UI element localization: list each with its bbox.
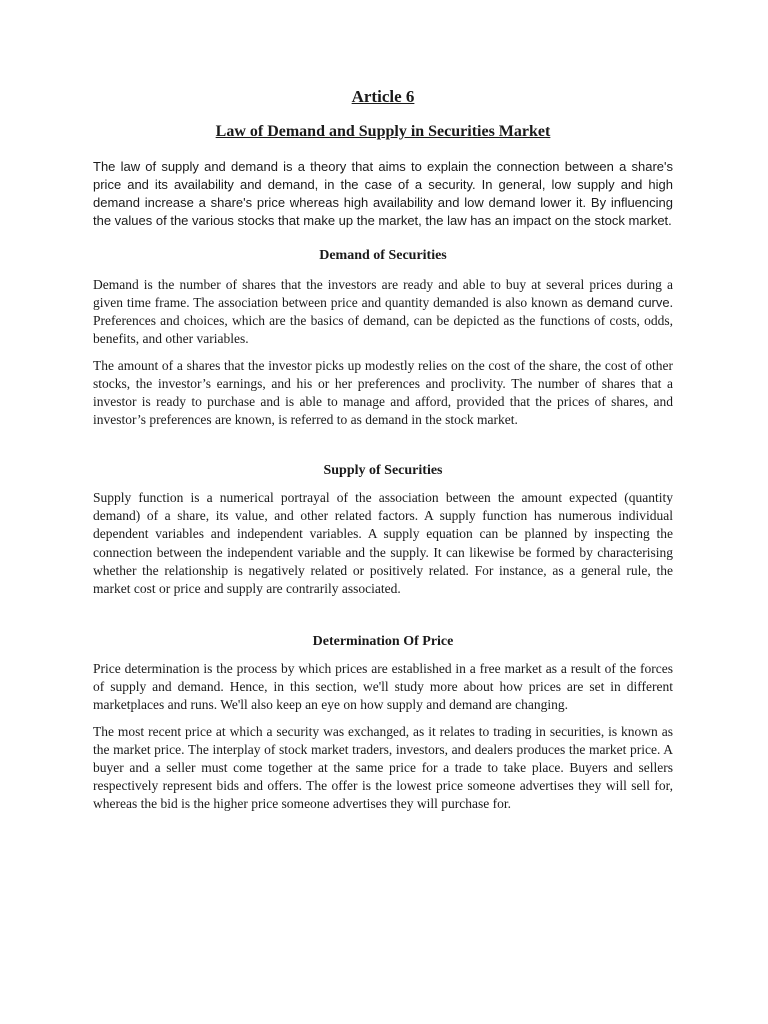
- demand-heading: Demand of Securities: [319, 248, 447, 263]
- intro-paragraph: The law of supply and demand is a theory that aims to explain the connection between a share's price and its availability and demand, in the case of a security. In general, low supply and high demand increase a share's price whereas high availability and low demand lower it. By influencing the values of the various stocks that make up the market, the law has an impact on the stock market.: [93, 159, 673, 228]
- price-paragraph-2: The most recent price at which a security was exchanged, as it relates to trading in securities, is known as the market price. The interplay of stock market traders, investors, and dealers produces the market price. A buyer and a seller must come together at the same price for a trade to take place. Buyers and sellers respectively represent bids and offers. The offer is the lowest price someone advertises they will sell for, whereas the bid is the higher price someone advertises they will purchase for.: [93, 724, 673, 812]
- demand-paragraph-2: The amount of a shares that the investor picks up modestly relies on the cost of the share, the cost of other stocks, the investor’s earnings, and his or her preferences and proclivity. The number of shares that a investor is ready to purchase and is able to manage and afford, provided that the prices of shares, and investor’s preferences are known, is referred to as demand in the stock market.: [93, 358, 673, 427]
- price-heading: Determination Of Price: [312, 634, 454, 650]
- document-page: [93, 84, 673, 813]
- price-paragraph-1: Price determination is the process by which prices are established in a free market as a result of the forces of supply and demand. Hence, in this section, we'll study more about how prices are set in different marketplaces and runs. We'll also keep an eye on how supply and demand are changing.: [93, 661, 673, 713]
- demand-paragraph-1: [93, 276, 673, 348]
- demand-paragraph-1-end: . Preferences and choices, which are the basics of demand, can be depicted as the functions of costs, odds, benefits, and other variables.: [93, 295, 673, 346]
- article-label: Article 6: [351, 87, 415, 106]
- supply-paragraph-1: Supply function is a numerical portrayal of the association between the amount expected (quantity demand) of a share, its value, and other related factors. A supply function has numerous individual dependent variables and independent variables. A supply equation can be planned by inspecting the connection between the independent variable and the supply. It can likewise be formed by characterising whether the relationship is negatively related or positively related. For instance, as a general rule, the market cost or price and supply are contrarily associated.: [93, 490, 673, 597]
- supply-heading: Supply of Securities: [323, 463, 443, 478]
- demand-paragraph-1-start: Demand is the number of shares that the investors are ready and able to buy at several prices during a given time frame. The association between price and quantity demanded is also known as: [93, 277, 673, 310]
- page-title: Law of Demand and Supply in Securities Market: [215, 123, 551, 140]
- demand-curve-term: demand curve: [586, 295, 670, 310]
